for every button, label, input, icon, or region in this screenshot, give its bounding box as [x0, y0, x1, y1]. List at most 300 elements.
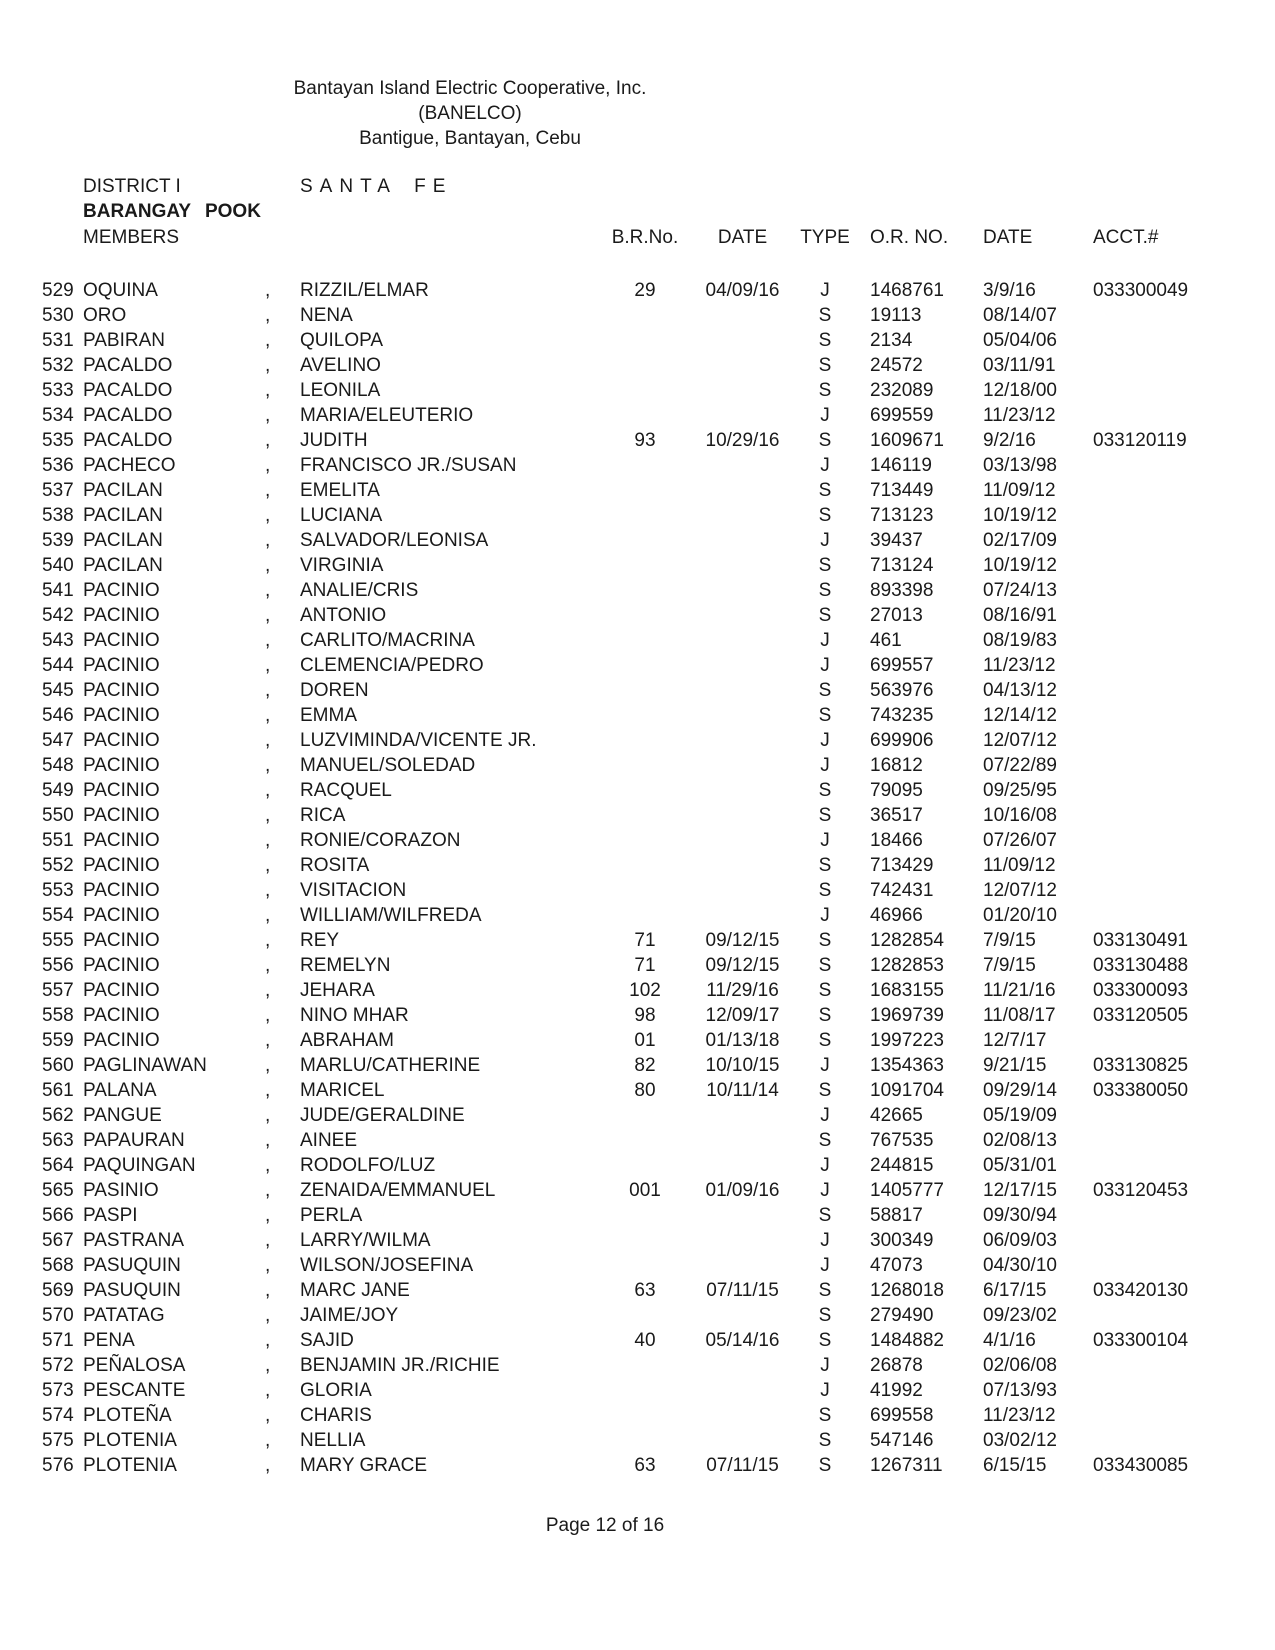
member-no: 575: [42, 1430, 74, 1451]
org-abbrev: (BANELCO): [418, 103, 522, 124]
member-br-date: [695, 503, 790, 528]
member-given-name: LUZVIMINDA/VICENTE JR.: [300, 730, 537, 751]
member-brno: [595, 1203, 695, 1228]
member-brno: [595, 403, 695, 428]
member-or-no: 713429: [870, 855, 934, 876]
member-type: J: [820, 1155, 830, 1176]
member-type: S: [818, 705, 832, 726]
member-br-date: [695, 578, 790, 603]
member-or-no: 18466: [870, 830, 923, 851]
member-br-date: [695, 1353, 790, 1378]
member-or-no: 19113: [870, 305, 922, 326]
member-acct-no: [1085, 453, 1200, 478]
member-or-no: 1969739: [870, 1005, 944, 1026]
member-brno: [595, 853, 695, 878]
member-or-date: 03/13/98: [983, 455, 1057, 476]
member-surname: PENA: [83, 1330, 135, 1351]
member-or-date: 10/19/12: [983, 555, 1057, 576]
comma-separator: ,: [265, 305, 271, 326]
member-no: 571: [42, 1330, 74, 1351]
members-table-body: [0, 278, 1275, 1478]
table-row: [0, 828, 1275, 853]
member-br-date: 04/09/16: [705, 280, 780, 301]
member-br-date: 10/29/16: [705, 430, 780, 451]
member-given-name: CLEMENCIA/PEDRO: [300, 655, 484, 676]
member-type: S: [818, 380, 832, 401]
member-brno: 102: [629, 980, 661, 1001]
member-or-no: 79095: [870, 780, 923, 801]
comma-separator: ,: [265, 830, 271, 851]
member-acct-no: [1085, 503, 1200, 528]
barangay-label: BARANGAY POOK: [83, 201, 261, 222]
member-no: 535: [42, 430, 74, 451]
member-no: 530: [42, 305, 74, 326]
member-or-no: 16812: [870, 755, 923, 776]
member-or-date: 11/09/12: [983, 855, 1056, 876]
member-type: J: [820, 1105, 830, 1126]
member-brno: [595, 653, 695, 678]
comma-separator: ,: [265, 1255, 271, 1276]
member-type: J: [820, 1230, 830, 1251]
comma-separator: ,: [265, 430, 271, 451]
table-row: [0, 778, 1275, 803]
spacer: [42, 225, 83, 250]
member-or-no: 2134: [870, 330, 913, 351]
member-acct-no: [1085, 1203, 1200, 1228]
member-or-date: 09/29/14: [983, 1080, 1057, 1101]
member-given-name: LEONILA: [300, 380, 381, 401]
member-or-no: 1354363: [870, 1055, 944, 1076]
table-row: [0, 928, 1275, 953]
member-brno: [595, 353, 695, 378]
comma-separator: ,: [265, 1455, 271, 1476]
member-type: J: [820, 1380, 830, 1401]
member-brno: [595, 578, 695, 603]
member-or-no: 146119: [870, 455, 932, 476]
table-row: [0, 1178, 1275, 1203]
member-type: J: [820, 1055, 830, 1076]
member-or-date: 01/20/10: [983, 905, 1057, 926]
member-br-date: [695, 1253, 790, 1278]
table-row: [0, 503, 1275, 528]
member-surname: PATATAG: [83, 1305, 165, 1326]
member-br-date: [695, 453, 790, 478]
member-no: 529: [42, 280, 74, 301]
table-row: [0, 803, 1275, 828]
table-row: [0, 903, 1275, 928]
member-no: 555: [42, 930, 74, 951]
member-acct-no: [1085, 903, 1200, 928]
member-brno: [595, 528, 695, 553]
member-given-name: VIRGINIA: [300, 555, 384, 576]
member-brno: 01: [634, 1030, 656, 1051]
member-acct-no: [1085, 403, 1200, 428]
member-or-no: 1268018: [870, 1280, 944, 1301]
table-row: [0, 603, 1275, 628]
member-type: S: [818, 805, 832, 826]
member-or-date: 12/07/12: [983, 730, 1057, 751]
member-or-date: 02/06/08: [983, 1355, 1057, 1376]
table-row: [0, 478, 1275, 503]
page-number: Page 12 of 16: [545, 1515, 665, 1536]
table-row: [0, 1128, 1275, 1153]
member-or-no: 699906: [870, 730, 934, 751]
member-type: S: [818, 955, 832, 976]
member-brno: [595, 1103, 695, 1128]
member-given-name: JAIME/JOY: [300, 1305, 399, 1326]
member-acct-no: [1085, 1403, 1200, 1428]
comma-separator: ,: [265, 1330, 271, 1351]
member-no: 533: [42, 380, 74, 401]
member-given-name: RACQUEL: [300, 780, 392, 801]
member-brno: [595, 1353, 695, 1378]
member-no: 562: [42, 1105, 74, 1126]
member-or-date: 05/19/09: [983, 1105, 1057, 1126]
member-or-no: 1683155: [870, 980, 944, 1001]
member-br-date: 10/10/15: [705, 1055, 780, 1076]
member-type: S: [818, 605, 832, 626]
member-given-name: SAJID: [300, 1330, 354, 1351]
member-acct-no: [1085, 653, 1200, 678]
member-type: J: [820, 405, 830, 426]
member-given-name: NELLIA: [300, 1430, 366, 1451]
member-br-date: [695, 803, 790, 828]
org-header: [260, 76, 680, 151]
member-or-date: 03/02/12: [983, 1430, 1057, 1451]
member-given-name: CHARIS: [300, 1405, 372, 1426]
member-or-date: 02/08/13: [983, 1130, 1057, 1151]
member-surname: PACINIO: [83, 655, 160, 676]
member-no: 543: [42, 630, 74, 651]
member-acct-no: [1085, 1303, 1200, 1328]
member-brno: [595, 503, 695, 528]
member-or-no: 47073: [870, 1255, 923, 1276]
comma-separator: ,: [265, 630, 271, 651]
table-row: [0, 378, 1275, 403]
member-brno: [595, 1253, 695, 1278]
member-acct-no: [1085, 478, 1200, 503]
table-row: [0, 553, 1275, 578]
comma-separator: ,: [265, 580, 271, 601]
member-brno: [595, 1228, 695, 1253]
member-type: S: [818, 480, 832, 501]
member-or-date: 08/19/83: [983, 630, 1057, 651]
member-acct-no: [1085, 378, 1200, 403]
member-surname: PEÑALOSA: [83, 1355, 186, 1376]
member-br-date: [695, 753, 790, 778]
table-row: [0, 303, 1275, 328]
member-no: 545: [42, 680, 74, 701]
table-row: [0, 1053, 1275, 1078]
member-given-name: ANTONIO: [300, 605, 387, 626]
member-or-date: 3/9/16: [983, 280, 1036, 301]
member-acct-no: [1085, 853, 1200, 878]
member-or-no: 36517: [870, 805, 923, 826]
table-row: [0, 728, 1275, 753]
member-br-date: [695, 878, 790, 903]
member-no: 534: [42, 405, 74, 426]
spacer: [42, 174, 83, 199]
member-br-date: 01/13/18: [705, 1030, 780, 1051]
member-or-date: 11/21/16: [983, 980, 1056, 1001]
member-or-no: 742431: [870, 880, 934, 901]
member-or-no: 713449: [870, 480, 934, 501]
table-row: [0, 953, 1275, 978]
member-or-date: 11/23/12: [983, 1405, 1056, 1426]
member-type: J: [820, 655, 830, 676]
member-acct-no: 033130488: [1093, 955, 1189, 976]
member-or-date: 04/30/10: [983, 1255, 1057, 1276]
member-given-name: RONIE/CORAZON: [300, 830, 461, 851]
member-br-date: 07/11/15: [706, 1455, 779, 1476]
member-brno: [595, 603, 695, 628]
member-or-no: 1997223: [870, 1030, 944, 1051]
member-acct-no: [1085, 878, 1200, 903]
member-brno: 63: [634, 1280, 656, 1301]
member-acct-no: [1085, 628, 1200, 653]
member-type: S: [818, 1305, 832, 1326]
member-brno: 001: [629, 1180, 661, 1201]
member-type: S: [818, 505, 832, 526]
member-surname: PACINIO: [83, 705, 160, 726]
member-no: 551: [42, 830, 74, 851]
table-row: [0, 1378, 1275, 1403]
member-no: 540: [42, 555, 74, 576]
member-br-date: [695, 1128, 790, 1153]
member-type: J: [820, 1255, 830, 1276]
member-surname: PLOTENIA: [83, 1430, 177, 1451]
comma-separator: ,: [265, 705, 271, 726]
member-surname: PACINIO: [83, 580, 160, 601]
member-br-date: [695, 703, 790, 728]
table-row: [0, 703, 1275, 728]
member-acct-no: [1085, 1028, 1200, 1053]
member-no: 548: [42, 755, 74, 776]
member-brno: [595, 778, 695, 803]
member-brno: [595, 703, 695, 728]
member-or-date: 9/2/16: [983, 430, 1036, 451]
member-type: S: [818, 330, 832, 351]
comma-separator: ,: [265, 1380, 271, 1401]
member-given-name: ROSITA: [300, 855, 370, 876]
member-acct-no: [1085, 1103, 1200, 1128]
member-given-name: LUCIANA: [300, 505, 383, 526]
member-brno: 71: [634, 955, 656, 976]
member-surname: OQUINA: [83, 280, 158, 301]
member-br-date: 12/09/17: [705, 1005, 780, 1026]
member-type: J: [820, 455, 830, 476]
member-or-no: 279490: [870, 1305, 934, 1326]
member-type: J: [820, 730, 830, 751]
member-acct-no: [1085, 303, 1200, 328]
member-br-date: [695, 1228, 790, 1253]
member-surname: PAGLINAWAN: [83, 1055, 207, 1076]
member-acct-no: [1085, 703, 1200, 728]
comma-separator: ,: [265, 455, 271, 476]
member-or-no: 300349: [870, 1230, 934, 1251]
member-br-date: [695, 653, 790, 678]
spacer: [42, 199, 83, 224]
member-surname: PACINIO: [83, 855, 160, 876]
member-br-date: [695, 328, 790, 353]
member-or-no: 713124: [870, 555, 934, 576]
member-brno: [595, 678, 695, 703]
member-br-date: 01/09/16: [705, 1180, 780, 1201]
member-or-date: 07/22/89: [983, 755, 1057, 776]
member-given-name: RODOLFO/LUZ: [300, 1155, 436, 1176]
comma-separator: ,: [265, 905, 271, 926]
comma-separator: ,: [265, 1280, 271, 1301]
member-brno: [595, 1303, 695, 1328]
table-row: [0, 1228, 1275, 1253]
member-br-date: [695, 378, 790, 403]
member-or-no: 1267311: [870, 1455, 943, 1476]
member-type: J: [820, 830, 830, 851]
member-brno: 98: [634, 1005, 656, 1026]
member-br-date: [695, 778, 790, 803]
member-given-name: JEHARA: [300, 980, 375, 1001]
member-given-name: NINO MHAR: [300, 1005, 409, 1026]
comma-separator: ,: [265, 1180, 271, 1201]
member-or-date: 12/14/12: [983, 705, 1057, 726]
member-br-date: 07/11/15: [706, 1280, 779, 1301]
member-type: S: [818, 980, 832, 1001]
member-surname: PAQUINGAN: [83, 1155, 196, 1176]
member-no: 550: [42, 805, 74, 826]
member-surname: PAPAURAN: [83, 1130, 185, 1151]
member-brno: 82: [634, 1055, 656, 1076]
member-surname: PACINIO: [83, 605, 160, 626]
member-surname: PACHECO: [83, 455, 176, 476]
table-row: [0, 1003, 1275, 1028]
member-brno: [595, 1403, 695, 1428]
member-or-date: 7/9/15: [983, 930, 1036, 951]
comma-separator: ,: [265, 1030, 271, 1051]
member-type: S: [818, 780, 832, 801]
table-row: [0, 678, 1275, 703]
member-br-date: 09/12/15: [705, 930, 780, 951]
member-or-no: 699559: [870, 405, 934, 426]
org-name: Bantayan Island Electric Cooperative, Inc.: [293, 78, 647, 99]
member-no: 541: [42, 580, 74, 601]
member-or-no: 27013: [870, 605, 923, 626]
table-row: [0, 653, 1275, 678]
member-acct-no: 033420130: [1093, 1280, 1189, 1301]
member-given-name: AINEE: [300, 1130, 358, 1151]
member-or-date: 10/16/08: [983, 805, 1057, 826]
member-no: 537: [42, 480, 74, 501]
comma-separator: ,: [265, 1155, 271, 1176]
member-or-date: 08/16/91: [983, 605, 1057, 626]
column-header-orno: O.R. NO.: [870, 227, 949, 248]
comma-separator: ,: [265, 980, 271, 1001]
member-br-date: 11/29/16: [706, 980, 779, 1001]
comma-separator: ,: [265, 355, 271, 376]
table-row: [0, 1353, 1275, 1378]
member-no: 560: [42, 1055, 74, 1076]
table-row: [0, 1103, 1275, 1128]
column-header-type: TYPE: [800, 227, 850, 248]
member-surname: PACINIO: [83, 755, 160, 776]
member-given-name: NENA: [300, 305, 353, 326]
member-type: S: [818, 1405, 832, 1426]
member-given-name: MARY GRACE: [300, 1455, 428, 1476]
member-brno: [595, 803, 695, 828]
member-surname: PACILAN: [83, 555, 163, 576]
member-surname: PASUQUIN: [83, 1255, 181, 1276]
table-row: [0, 1203, 1275, 1228]
table-row: [0, 1278, 1275, 1303]
member-or-no: 547146: [870, 1430, 934, 1451]
member-or-no: 1468761: [870, 280, 944, 301]
member-brno: [595, 328, 695, 353]
member-br-date: [695, 353, 790, 378]
member-surname: PACINIO: [83, 1030, 160, 1051]
member-br-date: [695, 553, 790, 578]
member-or-no: 893398: [870, 580, 934, 601]
member-or-no: 1282854: [870, 930, 944, 951]
district-label: DISTRICT I: [83, 176, 181, 197]
member-type: S: [818, 880, 832, 901]
member-or-no: 24572: [870, 355, 923, 376]
member-given-name: RIZZIL/ELMAR: [300, 280, 429, 301]
table-row: [0, 1078, 1275, 1103]
member-given-name: SALVADOR/LEONISA: [300, 530, 489, 551]
member-br-date: [695, 303, 790, 328]
member-surname: PACALDO: [83, 380, 173, 401]
member-no: 569: [42, 1280, 74, 1301]
member-br-date: 05/14/16: [705, 1330, 780, 1351]
member-type: S: [818, 1205, 832, 1226]
member-surname: PACINIO: [83, 780, 160, 801]
member-no: 547: [42, 730, 74, 751]
column-header-brno: B.R.No.: [611, 227, 679, 248]
comma-separator: ,: [265, 955, 271, 976]
member-type: S: [818, 1430, 832, 1451]
member-given-name: CARLITO/MACRINA: [300, 630, 475, 651]
member-or-date: 7/9/15: [983, 955, 1036, 976]
member-or-no: 58817: [870, 1205, 923, 1226]
member-acct-no: 033120453: [1093, 1180, 1189, 1201]
member-brno: [595, 878, 695, 903]
table-row: [0, 628, 1275, 653]
member-given-name: RICA: [300, 805, 346, 826]
member-no: 572: [42, 1355, 74, 1376]
table-row: [0, 403, 1275, 428]
member-surname: PANGUE: [83, 1105, 162, 1126]
comma-separator: ,: [265, 1405, 271, 1426]
member-surname: PASPI: [83, 1205, 138, 1226]
member-or-no: 1091704: [870, 1080, 944, 1101]
member-or-date: 07/24/13: [983, 580, 1057, 601]
member-surname: ORO: [83, 305, 127, 326]
comma-separator: ,: [265, 930, 271, 951]
table-row: [0, 1303, 1275, 1328]
member-acct-no: [1085, 603, 1200, 628]
member-brno: 93: [634, 430, 656, 451]
member-or-no: 699557: [870, 655, 934, 676]
member-br-date: [695, 1203, 790, 1228]
member-no: 536: [42, 455, 74, 476]
member-given-name: MARIA/ELEUTERIO: [300, 405, 474, 426]
member-given-name: MARLU/CATHERINE: [300, 1055, 481, 1076]
member-br-date: [695, 628, 790, 653]
member-acct-no: 033300104: [1093, 1330, 1189, 1351]
district-value: SANTA FE: [300, 176, 453, 197]
member-acct-no: [1085, 728, 1200, 753]
member-brno: 40: [634, 1330, 656, 1351]
member-type: S: [818, 555, 832, 576]
